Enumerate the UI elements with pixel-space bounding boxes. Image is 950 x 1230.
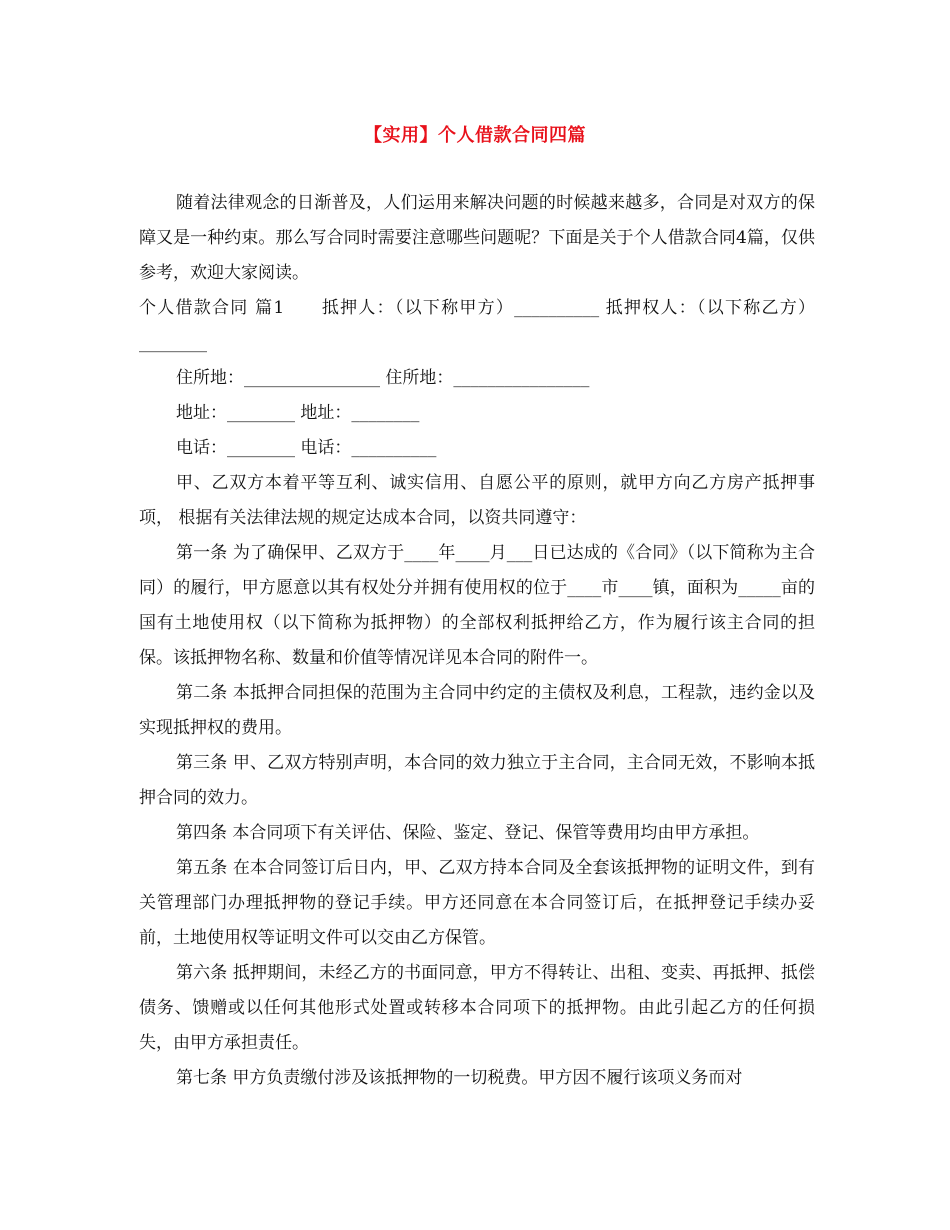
article-2: 第二条 本抵押合同担保的范围为主合同中约定的主债权及利息，工程款，违约金以及实现抵押权的费用。 — [139, 683, 815, 738]
phone-line: 电话：________ 电话：__________ — [176, 438, 437, 458]
document-title: 【实用】个人借款合同四篇 — [364, 125, 586, 146]
address-line: 地址：________ 地址：________ — [176, 403, 420, 423]
article-6: 第六条 抵押期间，未经乙方的书面同意，甲方不得转让、出租、变卖、再抵押、抵偿债务、馈赠或以任何其他形式处置或转移本合同项下的抵押物。由此引起乙方的任何损失，由甲方承担责任。 — [139, 963, 815, 1053]
preamble-paragraph: 甲、乙双方本着平等互利、诚实信用、自愿公平的原则，就甲方向乙方房产抵押事项， 根据有关法律法规的规定达成本合同，以资共同遵守： — [139, 473, 815, 528]
intro-paragraph: 随着法律观念的日渐普及，人们运用来解决问题的时候越来越多，合同是对双方的保障又是一种约束。那么写合同时需要注意哪些问题呢？下面是关于个人借款合同4篇，仅供参考，欢迎大家阅读。 — [139, 193, 815, 283]
contract-header: 个人借款合同 篇1 抵押人：（以下称甲方）__________ 抵押权人：（以下称乙方）________ — [139, 298, 815, 353]
document-body — [139, 186, 815, 1096]
article-5: 第五条 在本合同签订后日内，甲、乙双方持本合同及全套该抵押物的证明文件，到有关管理部门办理抵押物的登记手续。甲方还同意在本合同签订后，在抵押登记手续办妥前，土地使用权等证明文件可以交由乙方保管。 — [139, 858, 815, 948]
residence-line: 住所地：________________ 住所地：________________ — [176, 368, 590, 388]
article-3: 第三条 甲、乙双方特别声明，本合同的效力独立于主合同，主合同无效，不影响本抵押合同的效力。 — [139, 753, 815, 808]
article-7: 第七条 甲方负责缴付涉及该抵押物的一切税费。甲方因不履行该项义务而对 — [176, 1068, 743, 1088]
article-4: 第四条 本合同项下有关评估、保险、鉴定、登记、保管等费用均由甲方承担。 — [176, 823, 760, 843]
article-1: 第一条 为了确保甲、乙双方于____年____月___日已达成的《合同》（以下简称为主合同）的履行，甲方愿意以其有权处分并拥有使用权的位于____市____镇，面积为_____亩的国有土地使用权（以下简称为抵押物）的全部权利抵押给乙方，作为履行该主合同的担保。该抵押物名称、数量和价值等情况详见本合同的附件一。 — [139, 543, 815, 668]
